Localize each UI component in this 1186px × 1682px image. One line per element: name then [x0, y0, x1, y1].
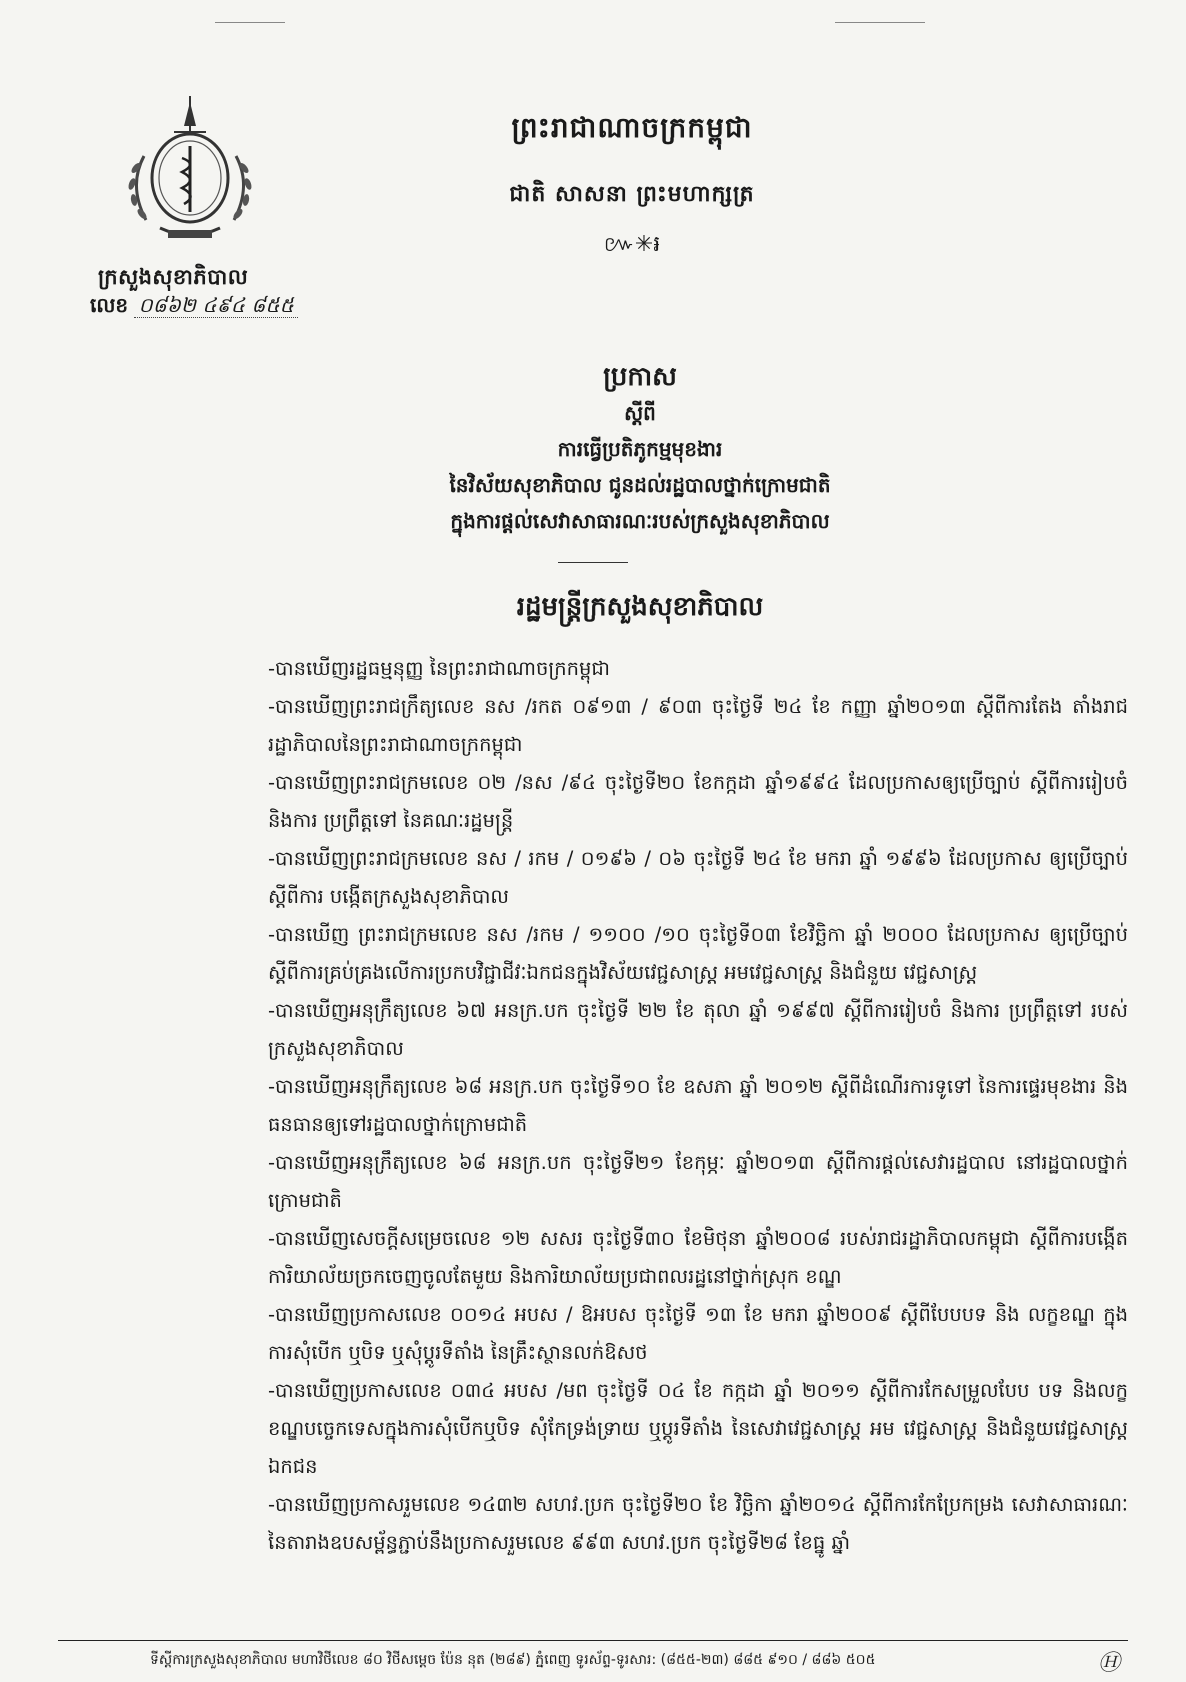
preamble-item: -បានឃើញរដ្ឋធម្មនុញ្ញ នៃព្រះរាជាណាចក្រកម្ពុជា — [268, 657, 610, 680]
document-type: ប្រកាស — [603, 362, 677, 392]
document-title-block — [260, 360, 1020, 544]
preamble-item: -បានឃើញ ព្រះរាជក្រមលេខ នស /រកម / ១១០០ /១០ ចុះថ្ងៃទី០៣ ខែវិច្ឆិកា ឆ្នាំ ២០០០ ដែលប្រកាស ឲ្យប្រើច្បាប់ ស្តីពីការគ្រប់គ្រងលើការប្រកបវិជ្ជាជីវៈឯកជនក្នុងវិស័យវេជ្ជសាស្ត្រ អមវេជ្ជសាស្ត្រ និងជំនួយ វេជ្ជសាស្ត្រ — [268, 923, 1128, 984]
preamble-item: -បានឃើញសេចក្តីសម្រេចលេខ ១២ សសរ ចុះថ្ងៃទី៣០ ខែមិថុនា ឆ្នាំ២០០៨ របស់រាជរដ្ឋាភិបាលកម្ពុជា ស្តីពីការបង្កើតការិយាល័យច្រកចេញចូលតែមួយ និងការិយាល័យប្រជាពលរដ្ឋនៅថ្នាក់ស្រុក ខណ្ឌ — [268, 1227, 1128, 1288]
preamble-item: -បានឃើញប្រកាសរួមលេខ ១៤៣២ សហវ.ប្រក ចុះថ្ងៃទី២០ ខែ វិច្ឆិកា ឆ្នាំ២០១៤ ស្តីពីការកែប្រែកម្រង សេវាសាធារណៈ នៃតារាងឧបសម្ព័ន្ធភ្ជាប់នឹងប្រកាសរួមលេខ ៩៩៣ សហវ.ប្រក ចុះថ្ងៃទី២៨ ខែធ្នូ ឆ្នាំ — [268, 1493, 1128, 1554]
ministry-name: ក្រសួងសុខាភិបាល — [98, 265, 249, 289]
preamble-item: -បានឃើញព្រះរាជក្រមលេខ ០២ /នស /៩៤ ចុះថ្ងៃទី២០ ខែកក្កដា ឆ្នាំ១៩៩៤ ដែលប្រកាសឲ្យប្រើច្បាប់ ស្តីពីការរៀបចំ និងការ ប្រព្រឹត្តទៅ នៃគណៈរដ្ឋមន្ត្រី — [268, 771, 1128, 832]
footer-address: ទីស្តីការក្រសួងសុខាភិបាល មហាវិថីលេខ ៨០ វិថីសម្តេច ប៉ែន នុត (២៨៩) ភ្នំពេញ ទូរស័ព្ទ-ទូរសារ: (៨៥៥-២៣) ៨៨៥ ៩១០ / ៨៨៦ ៥០៥ — [150, 1652, 876, 1668]
preamble-item: -បានឃើញប្រកាសលេខ ០០១៤ អបស / ឱអបស ចុះថ្ងៃទី ១៣ ខែ មករា ឆ្នាំ២០០៩ ស្តីពីបែបបទ និង លក្ខខណ្ឌ ក្នុងការសុំបើក ឬបិទ ឬសុំប្តូរទីតាំង នៃគ្រឹះស្ថានលក់ឱសថ — [268, 1303, 1128, 1364]
reference-number: ០៨៦២ ៤៩៤ ៨៥៥ — [134, 293, 297, 318]
heading-ornament: ៚✳៛ — [603, 232, 661, 257]
footer-divider — [58, 1640, 1128, 1641]
preamble-item: -បានឃើញអនុក្រឹត្យលេខ ៦៧ អនក្រ.បក ចុះថ្ងៃទី ២២ ខែ តុលា ឆ្នាំ ១៩៩៧ ស្តីពីការរៀបចំ និងការ ប្រព្រឹត្តទៅ របស់ក្រសួងសុខាភិបាល — [268, 999, 1128, 1060]
preamble-item: -បានឃើញព្រះរាជក្រឹត្យលេខ នស /រកត ០៩១៣ / ៩០៣ ចុះថ្ងៃទី ២៤ ខែ កញ្ញា ឆ្នាំ២០១៣ ស្តីពីការតែង តាំងរាជរដ្ឋាភិបាលនៃព្រះរាជាណាចក្រកម្ពុជា — [268, 695, 1128, 756]
national-motto: ជាតិ សាសនា ព្រះមហាក្សត្រ — [509, 182, 755, 207]
preamble-item: -បានឃើញព្រះរាជក្រមលេខ នស / រកម / ០១៩៦ / ០៦ ចុះថ្ងៃទី ២៤ ខែ មករា ឆ្នាំ ១៩៩៦ ដែលប្រកាស ឲ្យប្រើច្បាប់ស្តីពីការ បង្កើតក្រសួងសុខាភិបាល — [268, 847, 1128, 908]
ministry-emblem-icon — [114, 96, 266, 246]
preamble-item: -បានឃើញអនុក្រឹត្យលេខ ៦៨ អនក្រ.បក ចុះថ្ងៃទី១០ ខែ ឧសភា ឆ្នាំ ២០១២ ស្តីពីដំណើរការទូទៅ នៃការផ្ទេរមុខងារ និងធនធានឲ្យទៅរដ្ឋបាលថ្នាក់ក្រោមជាតិ — [268, 1075, 1128, 1136]
title-line-2: នៃវិស័យសុខាភិបាល ជូនដល់រដ្ឋបាលថ្នាក់ក្រោមជាតិ — [449, 473, 831, 497]
title-divider — [558, 562, 628, 563]
preamble-item: -បានឃើញប្រកាសលេខ ០៣៤ អបស /មព ចុះថ្ងៃទី ០៤ ខែ កក្កដា ឆ្នាំ ២០១១ ស្តីពីការកែសម្រួលបែប បទ និងលក្ខខណ្ឌបច្ចេកទេសក្នុងការសុំបើកឬបិទ សុំកែទ្រង់ទ្រាយ ឬប្តូរទីតាំង នៃសេវាវេជ្ជសាស្ត្រ អម វេជ្ជសាស្ត្រ និងជំនួយវេជ្ជសាស្ត្រឯកជន — [268, 1379, 1128, 1478]
top-right-dash — [835, 22, 925, 23]
top-left-dash — [215, 22, 285, 23]
kingdom-heading: ព្រះរាជាណាចក្រកម្ពុជា — [511, 111, 753, 144]
title-about: ស្តីពី — [624, 401, 656, 425]
title-line-3: ក្នុងការផ្តល់សេវាសាធារណៈរបស់ក្រសួងសុខាភិបាល — [450, 509, 830, 533]
title-line-1: ការធ្វើប្រតិភូកម្មមុខងារ — [557, 437, 723, 461]
initials-signature: Ⓗ — [1098, 1651, 1121, 1676]
reference-number-line — [90, 292, 298, 322]
minister-heading: រដ្ឋមន្ត្រីក្រសួងសុខាភិបាល — [516, 592, 764, 622]
preamble-item: -បានឃើញអនុក្រឹត្យលេខ ៦៨ អនក្រ.បក ចុះថ្ងៃទី២១ ខែកុម្ភៈ ឆ្នាំ២០១៣ ស្តីពីការផ្តល់សេវារដ្ឋបាល នៅរដ្ឋបាលថ្នាក់ក្រោមជាតិ — [268, 1151, 1128, 1212]
preamble-list — [268, 650, 1128, 1562]
reference-label: លេខ — [90, 293, 129, 317]
